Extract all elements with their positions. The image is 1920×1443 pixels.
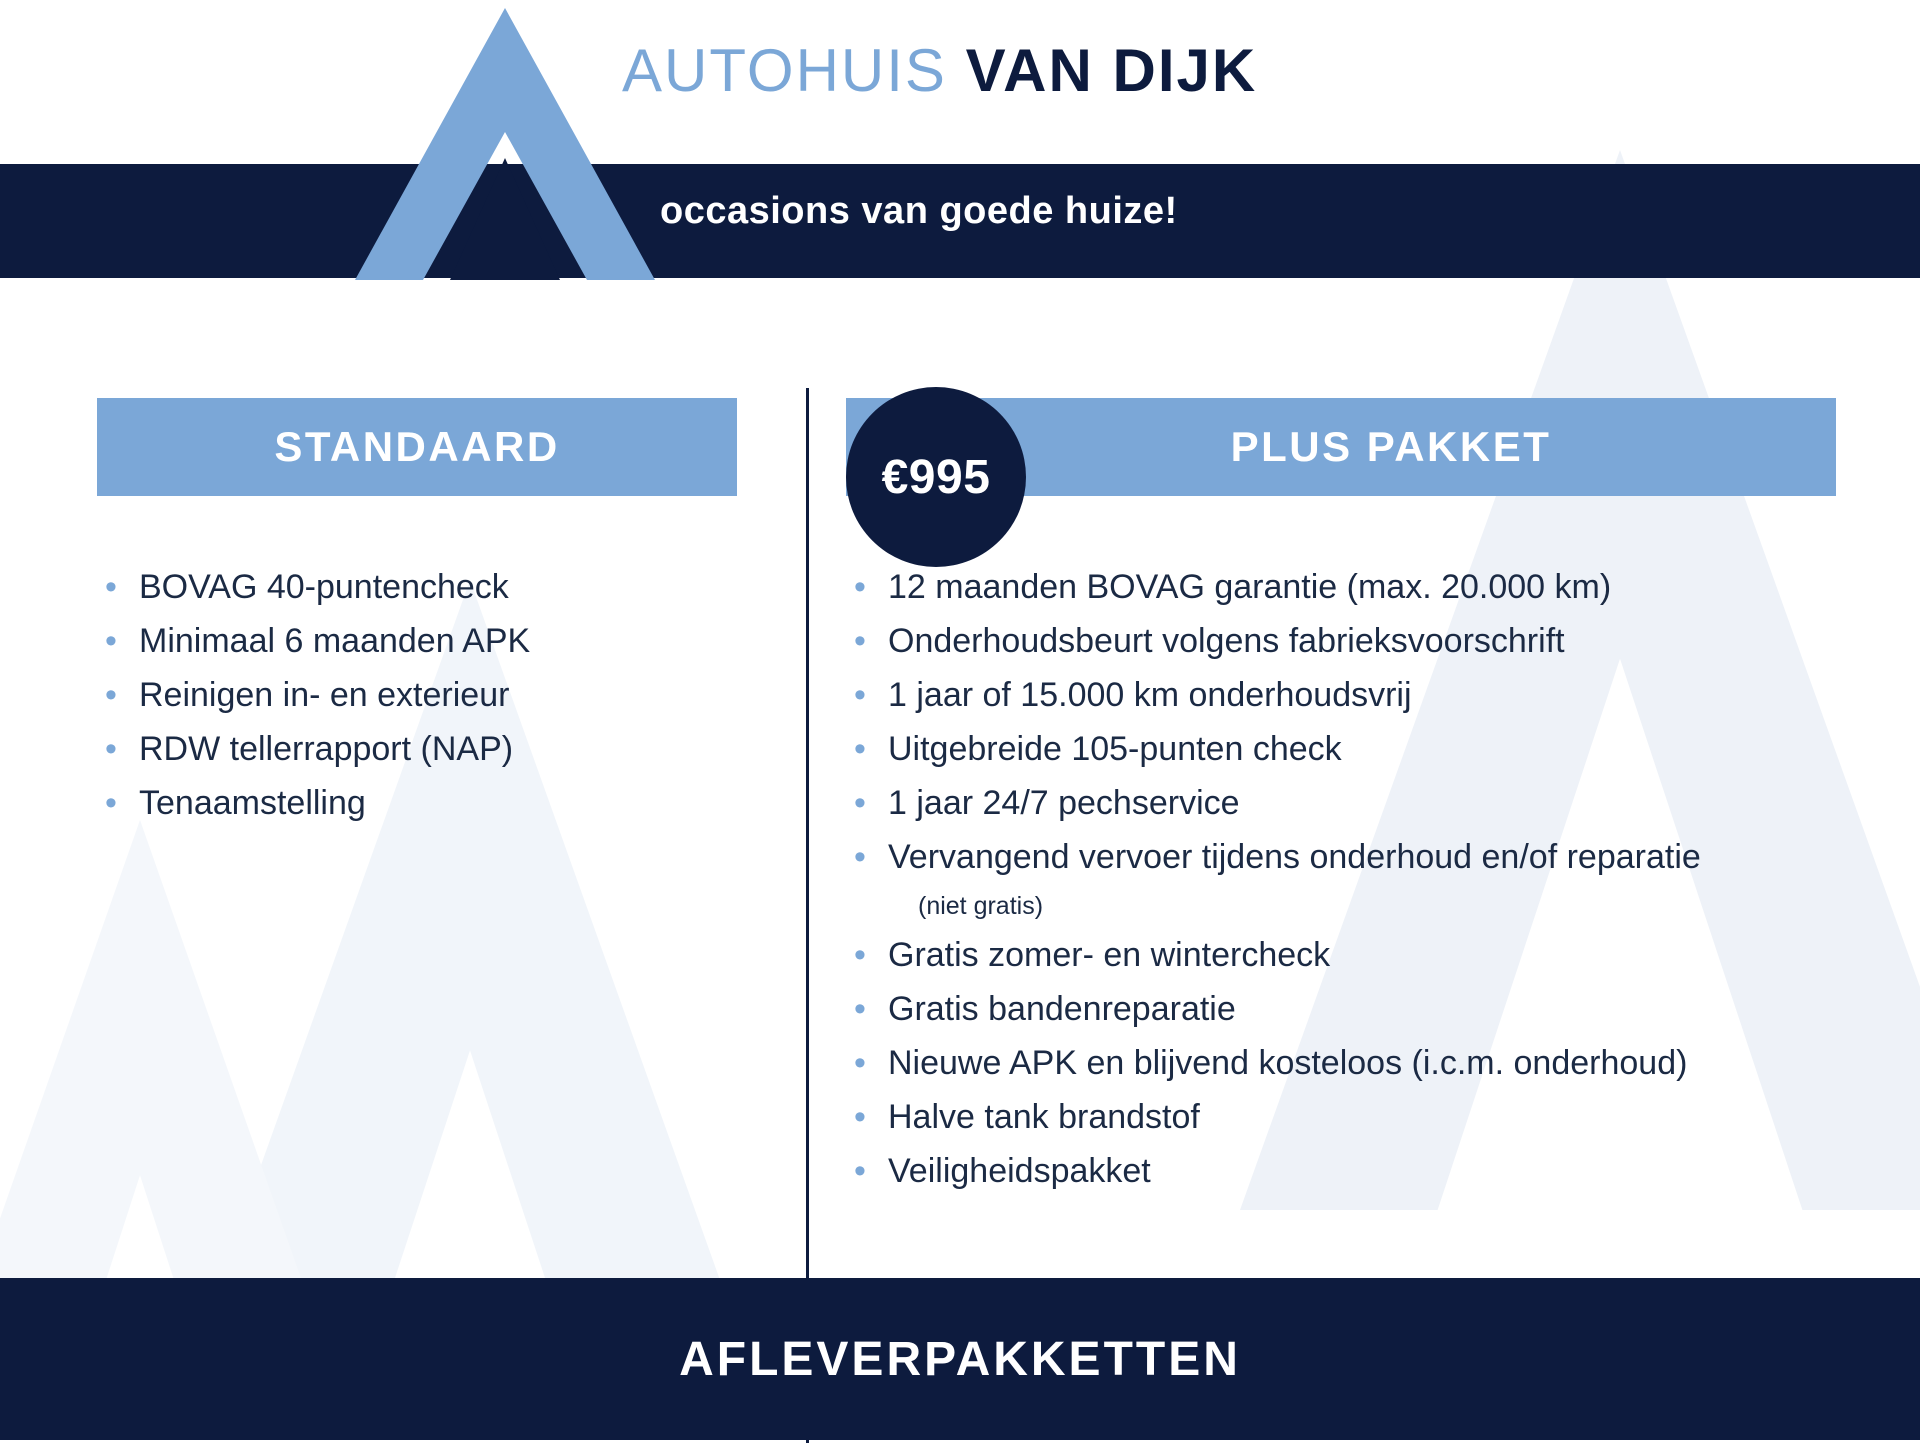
package-standard-header	[97, 398, 737, 496]
list-item: • Gratis zomer- en wintercheck	[846, 928, 1836, 982]
list-item	[846, 830, 1836, 928]
list-item: • Tenaamstelling	[97, 776, 737, 830]
list-item: • Onderhoudsbeurt volgens fabrieksvoorschrift	[846, 614, 1836, 668]
package-standard-feature-list	[97, 560, 737, 830]
brand-title-light: AUTOHUIS	[622, 37, 947, 104]
list-item: • Nieuwe APK en blijvend kosteloos (i.c.m. onderhoud)	[846, 1036, 1836, 1090]
package-plus-title: PLUS PAKKET	[1230, 423, 1552, 470]
list-item: • 1 jaar 24/7 pechservice	[846, 776, 1836, 830]
list-item: • 12 maanden BOVAG garantie (max. 20.000 km)	[846, 560, 1836, 614]
package-standard-title: STANDAARD	[274, 423, 560, 470]
packages-section	[0, 278, 1920, 1266]
brand-tagline: occasions van goede huize!	[660, 190, 1178, 232]
list-item: • Gratis bandenreparatie	[846, 982, 1836, 1036]
list-item: • Veiligheidspakket	[846, 1144, 1836, 1198]
list-item: • BOVAG 40-puntencheck	[97, 560, 737, 614]
price-value: €995	[881, 450, 991, 504]
list-item: • Halve tank brandstof	[846, 1090, 1836, 1144]
page-footer	[0, 1278, 1920, 1440]
brand-title-dark: VAN DIJK	[965, 37, 1258, 104]
package-plus	[846, 398, 1836, 1198]
package-standard	[97, 398, 737, 830]
list-item: • RDW tellerrapport (NAP)	[97, 722, 737, 776]
list-item: • Minimaal 6 maanden APK	[97, 614, 737, 668]
list-item: • Reinigen in- en exterieur	[97, 668, 737, 722]
page-header	[0, 0, 1920, 278]
list-item: • Uitgebreide 105-punten check	[846, 722, 1836, 776]
list-item-label: Vervangend vervoer tijdens onderhoud en/of reparatie	[888, 838, 1701, 876]
list-item-note: (niet gratis)	[918, 892, 1044, 920]
package-plus-feature-list	[846, 560, 1836, 1198]
chevron-logo-icon	[355, 8, 655, 280]
price-badge	[846, 387, 1026, 567]
footer-title: AFLEVERPAKKETTEN	[679, 1332, 1241, 1386]
brand-title	[622, 36, 1257, 105]
list-item: • 1 jaar of 15.000 km onderhoudsvrij	[846, 668, 1836, 722]
